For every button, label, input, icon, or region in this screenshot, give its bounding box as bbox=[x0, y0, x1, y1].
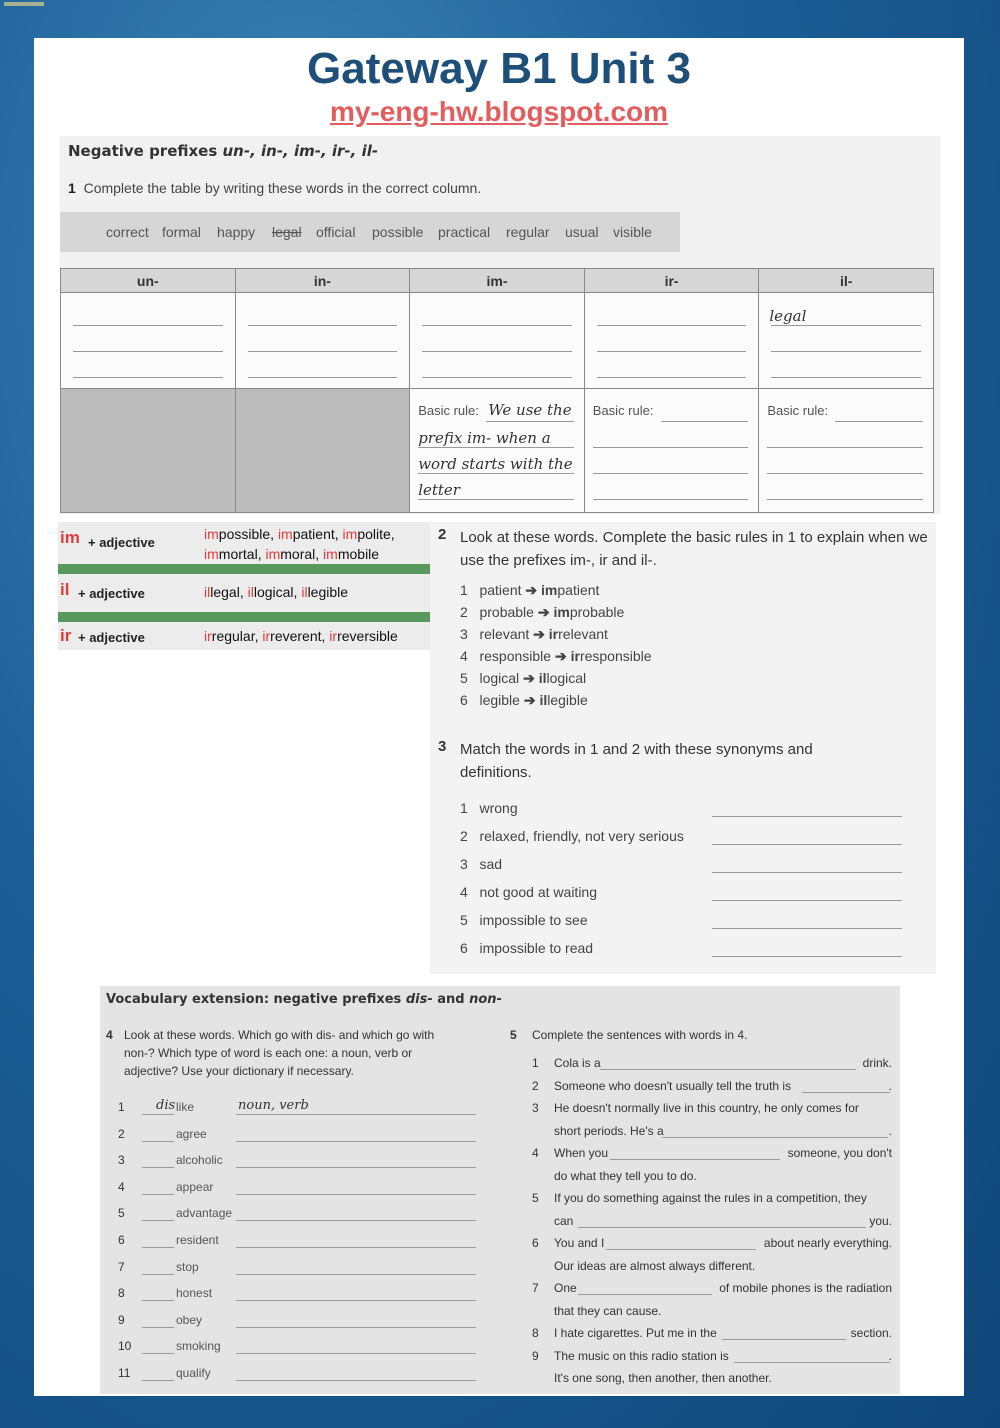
ex4-number: 2 bbox=[118, 1126, 125, 1141]
ex5-line bbox=[100, 1169, 900, 1187]
ex5-text: If you do something against the rules in a competition, they bbox=[554, 1191, 867, 1205]
exercise-4-instruction: non-? Which type of word is each one: a noun, verb or bbox=[124, 1046, 413, 1060]
sentence-blank[interactable] bbox=[802, 1092, 890, 1093]
ex4-number: 3 bbox=[118, 1153, 125, 1168]
ex5-line bbox=[100, 1079, 900, 1097]
exercise-2-3-scan bbox=[430, 522, 936, 974]
rule-cell-il[interactable] bbox=[759, 389, 934, 513]
exercise-1-scan bbox=[60, 136, 940, 514]
note-examples: irregular, irreverent, irreversible bbox=[204, 628, 398, 644]
ex3-item: 5 impossible to see bbox=[460, 912, 588, 928]
ex5-text: I hate cigarettes. Put me in the bbox=[554, 1326, 717, 1340]
ex5-number: 9 bbox=[532, 1348, 539, 1363]
prefix-table bbox=[60, 268, 934, 513]
ex4-number: 7 bbox=[118, 1259, 125, 1274]
word-item: correct bbox=[106, 224, 149, 240]
answer-cell-ir[interactable] bbox=[584, 293, 759, 389]
ex5-number: 7 bbox=[532, 1281, 539, 1295]
vocab-extension-heading: Vocabulary extension: negative prefixes dis- and non- bbox=[106, 992, 502, 1007]
sentence-blank[interactable] bbox=[610, 1159, 780, 1160]
ex5-text: He doesn't normally live in this country, he only comes for bbox=[554, 1101, 859, 1115]
shaded-cell bbox=[61, 389, 236, 513]
note-im bbox=[58, 522, 432, 564]
rule-label: Basic rule: bbox=[418, 403, 479, 418]
ex4-word: alcoholic bbox=[176, 1153, 223, 1168]
answer-cell-im[interactable] bbox=[410, 293, 585, 389]
ex5-line bbox=[100, 1056, 900, 1074]
sentence-blank[interactable] bbox=[578, 1227, 866, 1228]
ex5-text-end: section. bbox=[850, 1326, 892, 1340]
sentence-blank[interactable] bbox=[722, 1339, 846, 1340]
exercise-4-instruction: Look at these words. Which go with dis- and which go with bbox=[124, 1028, 435, 1042]
ex4-number: 5 bbox=[118, 1206, 125, 1221]
note-adjective-label: + adjective bbox=[78, 630, 145, 645]
answer-line[interactable] bbox=[712, 844, 902, 845]
ex5-line bbox=[100, 1146, 900, 1164]
section-heading: Negative prefixes un-, in-, im-, ir-, il- bbox=[68, 142, 379, 160]
sentence-blank[interactable] bbox=[734, 1362, 890, 1363]
note-adjective-label: + adjective bbox=[78, 586, 145, 601]
rule-cell-ir[interactable] bbox=[584, 389, 759, 513]
note-ir bbox=[58, 622, 432, 650]
rule-cell-im[interactable] bbox=[410, 389, 585, 513]
note-examples: illegal, illogical, illegible bbox=[204, 584, 349, 600]
ex5-number: 5 bbox=[532, 1191, 539, 1205]
note-key: im bbox=[60, 528, 80, 547]
ex5-text: Our ideas are almost always different. bbox=[554, 1258, 756, 1273]
note-key: ir bbox=[60, 626, 72, 645]
ex5-number: 4 bbox=[532, 1146, 539, 1160]
ex4-number: 1 bbox=[118, 1100, 125, 1114]
answer-line[interactable] bbox=[712, 928, 902, 929]
exercise-3-instruction: Match the words in 1 and 2 with these synonyms and definitions. bbox=[460, 741, 813, 781]
ex4-word: qualify bbox=[176, 1366, 211, 1380]
rule-text: prefix im- when a bbox=[418, 429, 551, 447]
ex5-text-end: about nearly everything. bbox=[763, 1236, 892, 1250]
answer-cell-un[interactable] bbox=[61, 293, 236, 389]
prefix-blank[interactable] bbox=[142, 1300, 174, 1301]
ex5-line bbox=[100, 1191, 900, 1209]
answer-line[interactable] bbox=[712, 816, 902, 817]
rule-text: letter bbox=[418, 481, 460, 499]
rule-text: word starts with the bbox=[418, 455, 573, 473]
ex4-word: honest bbox=[176, 1286, 213, 1301]
divider-bar bbox=[58, 564, 432, 574]
example-answer: legal bbox=[769, 307, 807, 325]
ex5-line bbox=[100, 1101, 900, 1119]
ex4-number: 8 bbox=[118, 1286, 125, 1301]
ex3-item: 6 impossible to read bbox=[460, 940, 594, 956]
note-key: il bbox=[60, 580, 70, 599]
exercise-4-instruction: adjective? Use your dictionary if necessary. bbox=[124, 1064, 354, 1078]
ex4-word: appear bbox=[176, 1179, 214, 1194]
answer-line[interactable] bbox=[712, 956, 902, 957]
exercise-3-number: 3 bbox=[438, 738, 447, 755]
sentence-blank[interactable] bbox=[606, 1249, 756, 1250]
example-prefix: dis bbox=[156, 1098, 176, 1113]
note-examples: impossible, impatient, impolite, immortal, immoral, immobile bbox=[204, 526, 395, 562]
ex5-text: It's one song, then another, then another. bbox=[554, 1371, 772, 1385]
ex5-line bbox=[100, 1304, 900, 1322]
ex5-text: that they can cause. bbox=[554, 1303, 662, 1318]
ex4-number: 4 bbox=[118, 1179, 125, 1194]
exercise-5-number: 5 bbox=[510, 1028, 517, 1042]
ex5-text-end: of mobile phones is the radiation bbox=[719, 1281, 892, 1295]
ex5-line bbox=[100, 1281, 900, 1299]
note-il bbox=[58, 574, 432, 612]
ex3-item: 4 not good at waiting bbox=[460, 884, 597, 900]
answer-line[interactable] bbox=[712, 872, 902, 873]
column-header: ir- bbox=[584, 269, 759, 293]
exercise-2-instruction: Look at these words. Complete the basic rules in 1 to explain when we use the prefixes im-, ir and il-. bbox=[460, 529, 928, 569]
blog-link[interactable]: my-eng-hw.blogspot.com bbox=[329, 96, 669, 127]
rule-text: We use the bbox=[488, 401, 572, 419]
ex5-number: 6 bbox=[532, 1236, 539, 1250]
ex3-item: 2 relaxed, friendly, not very serious bbox=[460, 828, 684, 844]
word-item: visible bbox=[613, 224, 652, 240]
ex4-number: 6 bbox=[118, 1233, 125, 1247]
ex5-text: The music on this radio station is bbox=[554, 1348, 729, 1363]
word-item: usual bbox=[565, 224, 599, 240]
word-box bbox=[60, 212, 680, 252]
ex5-text: When you bbox=[554, 1146, 609, 1160]
column-header: il- bbox=[759, 269, 934, 293]
ex5-line bbox=[100, 1326, 900, 1344]
ex5-number: 3 bbox=[532, 1101, 539, 1115]
rule-label: Basic rule: bbox=[592, 403, 654, 418]
ex5-line bbox=[100, 1371, 900, 1389]
column-header: in- bbox=[235, 269, 410, 293]
ex4-word: obey bbox=[176, 1312, 203, 1327]
ex5-line bbox=[100, 1124, 900, 1142]
ex5-text: do what they tell you to do. bbox=[554, 1168, 697, 1183]
ex4-number: 9 bbox=[118, 1312, 125, 1327]
sentence-blank[interactable] bbox=[662, 1137, 888, 1138]
ex5-text: One bbox=[554, 1281, 577, 1295]
ex4-word: smoking bbox=[176, 1339, 221, 1354]
exercise-5-instruction: Complete the sentences with words in 4. bbox=[532, 1028, 748, 1042]
ex5-text: Cola is a bbox=[554, 1056, 601, 1070]
exercise-4-5-scan bbox=[100, 986, 900, 1394]
example-word-type: noun, verb bbox=[238, 1098, 309, 1113]
ex5-text: short periods. He's a bbox=[554, 1123, 664, 1138]
ex5-text-end: . bbox=[888, 1078, 892, 1093]
watermark bbox=[4, 2, 44, 6]
ex5-text-end: . bbox=[888, 1348, 892, 1363]
word-item: happy bbox=[217, 224, 256, 240]
ex5-line bbox=[100, 1214, 900, 1232]
ex5-number: 2 bbox=[532, 1078, 539, 1093]
word-item: official bbox=[316, 224, 356, 240]
ex3-item: 3 sad bbox=[460, 856, 503, 872]
ex2-item: 2 probable ➔ improbable bbox=[460, 604, 625, 620]
divider-bar bbox=[58, 612, 432, 622]
ex3-item: 1 wrong bbox=[460, 800, 518, 816]
shaded-cell bbox=[235, 389, 410, 513]
ex5-text-end: . bbox=[888, 1123, 892, 1138]
page-title: Gateway B1 Unit 3 bbox=[307, 44, 691, 93]
ex4-word: stop bbox=[176, 1259, 199, 1274]
answer-cell-il[interactable] bbox=[759, 293, 934, 389]
word-item: practical bbox=[438, 224, 491, 240]
ex4-number: 10 bbox=[118, 1339, 132, 1354]
word-type-blank[interactable] bbox=[236, 1300, 476, 1301]
ex2-item: 6 legible ➔ illegible bbox=[460, 692, 588, 708]
word-item: regular bbox=[506, 224, 550, 240]
ex5-line bbox=[100, 1236, 900, 1254]
ex5-text-end: someone, you don't bbox=[787, 1146, 892, 1160]
ex4-word: agree bbox=[176, 1126, 207, 1141]
ex5-line bbox=[100, 1349, 900, 1367]
ex4-word: like bbox=[176, 1100, 195, 1114]
answer-cell-in[interactable] bbox=[235, 293, 410, 389]
ex5-text: You and I bbox=[554, 1236, 605, 1250]
ex2-item: 1 patient ➔ impatient bbox=[460, 582, 600, 598]
word-item: formal bbox=[162, 224, 201, 240]
column-header: un- bbox=[61, 269, 236, 293]
sentence-blank[interactable] bbox=[600, 1069, 856, 1070]
ex5-number: 8 bbox=[532, 1326, 539, 1340]
rule-label: Basic rule: bbox=[767, 403, 829, 418]
ex5-line bbox=[100, 1259, 900, 1277]
ex5-number: 1 bbox=[532, 1056, 539, 1070]
ex4-number: 11 bbox=[118, 1366, 131, 1380]
ex4-word: resident bbox=[176, 1233, 219, 1247]
exercise-2-number: 2 bbox=[438, 526, 447, 543]
answer-line[interactable] bbox=[712, 900, 902, 901]
ex2-item: 5 logical ➔ illogical bbox=[460, 670, 587, 686]
exercise-1-instruction: 1 Complete the table by writing these words in the correct column. bbox=[68, 180, 482, 196]
word-item-crossed: legal bbox=[272, 224, 302, 240]
ex5-text: can bbox=[554, 1213, 574, 1228]
word-item: possible bbox=[372, 224, 424, 240]
note-adjective-label: + adjective bbox=[88, 535, 155, 550]
sentence-blank[interactable] bbox=[578, 1294, 712, 1295]
ex4-word: advantage bbox=[176, 1206, 233, 1221]
ex5-text: Someone who doesn't usually tell the truth is bbox=[554, 1078, 792, 1093]
worksheet-page bbox=[34, 38, 964, 1396]
column-header: im- bbox=[410, 269, 585, 293]
ex5-text-end: you. bbox=[869, 1213, 892, 1228]
exercise-4-number: 4 bbox=[106, 1028, 113, 1042]
ex2-item: 4 responsible ➔ irresponsible bbox=[460, 648, 652, 664]
ex5-text-end: drink. bbox=[862, 1056, 892, 1070]
ex2-item: 3 relevant ➔ irrelevant bbox=[460, 626, 608, 642]
